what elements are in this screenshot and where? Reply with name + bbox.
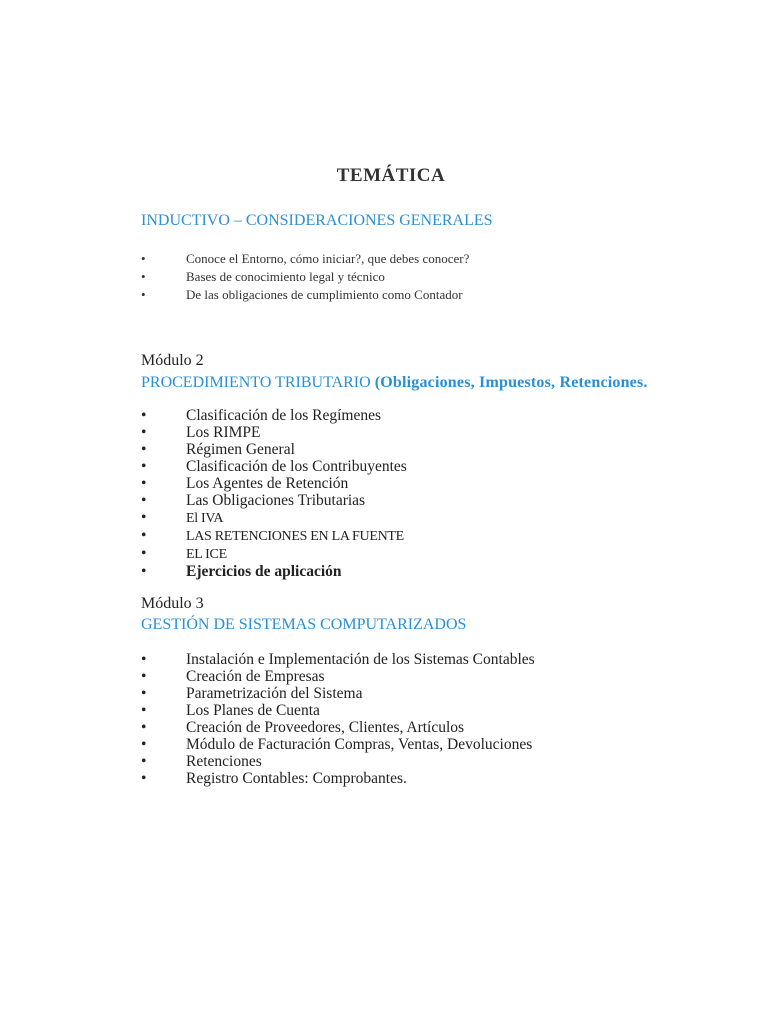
list-item: • Bases de conocimiento legal y técnico <box>141 269 385 284</box>
bullet-icon: • <box>141 509 147 526</box>
bullet-icon: • <box>141 458 147 475</box>
list-item: • EL ICE <box>141 545 227 562</box>
list-item: • Ejercicios de aplicación <box>141 563 342 580</box>
list-item: • Parametrización del Sistema <box>141 685 363 702</box>
module3-list <box>141 651 535 787</box>
bullet-icon: • <box>141 407 147 424</box>
list-item: • Las Obligaciones Tributarias <box>141 492 366 509</box>
list-item: • Creación de Empresas <box>141 668 325 685</box>
bullet-icon: • <box>141 668 147 685</box>
module2-heading-main: PROCEDIMIENTO TRIBUTARIO <box>141 374 375 391</box>
intro-list <box>141 250 469 304</box>
bullet-icon: • <box>141 770 147 787</box>
bullet-icon: • <box>141 685 147 702</box>
list-item: • Los RIMPE <box>141 424 261 441</box>
list-item: • Los Agentes de Retención <box>141 475 349 492</box>
list-item: • Los Planes de Cuenta <box>141 702 320 719</box>
module3-label: Módulo 3 <box>141 595 204 612</box>
list-item: • LAS RETENCIONES EN LA FUENTE <box>141 527 404 544</box>
bullet-icon: • <box>141 251 146 266</box>
list-item: • Retenciones <box>141 753 262 770</box>
module3-heading: GESTIÓN DE SISTEMAS COMPUTARIZADOS <box>141 616 467 633</box>
bullet-icon: • <box>141 441 147 458</box>
bullet-icon: • <box>141 424 147 441</box>
bullet-icon: • <box>141 563 147 580</box>
bullet-icon: • <box>141 702 147 719</box>
module2-label: Módulo 2 <box>141 352 204 369</box>
bullet-icon: • <box>141 475 147 492</box>
list-item: • Clasificación de los Contribuyentes <box>141 458 407 475</box>
list-item: • Clasificación de los Regímenes <box>141 407 381 424</box>
list-item: • De las obligaciones de cumplimiento como Contador <box>141 287 463 302</box>
bullet-icon: • <box>141 545 147 562</box>
bullet-icon: • <box>141 719 147 736</box>
bullet-icon: • <box>141 736 147 753</box>
list-item: • Instalación e Implementación de los Sistemas Contables <box>141 651 535 668</box>
bullet-icon: • <box>141 651 147 668</box>
list-item: • El IVA <box>141 509 224 526</box>
bullet-icon: • <box>141 287 146 302</box>
module2-heading <box>141 374 648 392</box>
bullet-icon: • <box>141 492 147 509</box>
module2-heading-paren: (Obligaciones, Impuestos, Retenciones. <box>374 374 648 391</box>
list-item: • Conoce el Entorno, cómo iniciar?, que debes conocer? <box>141 251 470 266</box>
intro-heading: INDUCTIVO – CONSIDERACIONES GENERALES <box>141 212 493 229</box>
list-item: • Creación de Proveedores, Clientes, Artículos <box>141 719 465 736</box>
page-title: TEMÁTICA <box>336 165 446 186</box>
list-item: • Régimen General <box>141 441 295 458</box>
list-item: • Módulo de Facturación Compras, Ventas, Devoluciones <box>141 736 533 753</box>
bullet-icon: • <box>141 753 147 770</box>
bullet-icon: • <box>141 269 146 284</box>
bullet-icon: • <box>141 527 147 544</box>
module2-list <box>141 407 407 580</box>
list-item: • Registro Contables: Comprobantes. <box>141 770 407 787</box>
